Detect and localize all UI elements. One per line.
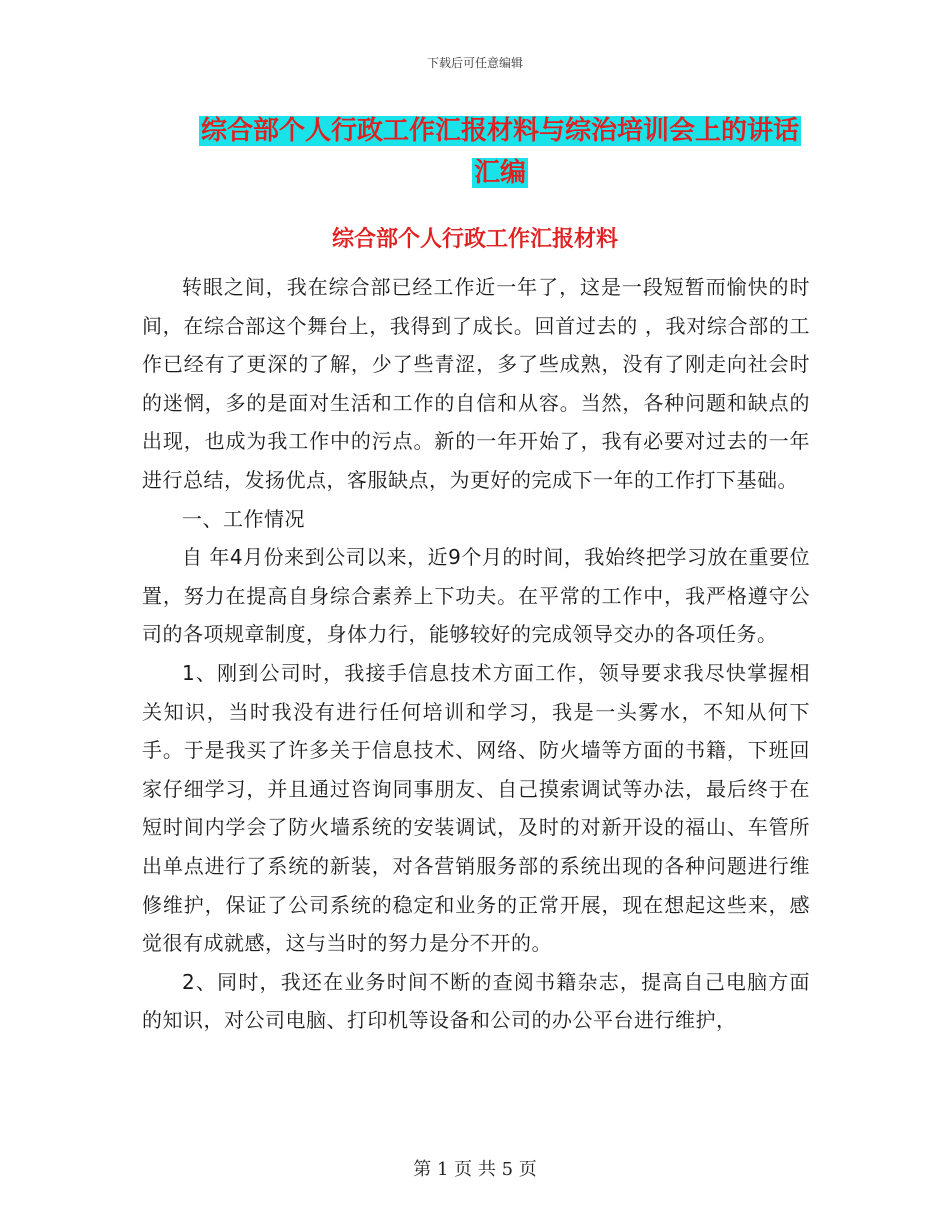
body-text	[142, 268, 810, 1040]
section-title: 综合部个人行政工作汇报材料	[331, 227, 618, 252]
paragraph: 转眼之间，我在综合部已经工作近一年了，这是一段短暂而愉快的时间，在综合部这个舞台上，我得到了成长。回首过去的 ，我对综合部的工作已经有了更深的了解，少了些青涩，多了些成熟，没有了刚走向社会时的迷惘，多的是面对生活和工作的自信和从容。当然，各种问题和缺点的出现，也成为我工作中的污点。新的一年开始了，我有必要对过去的一年进行总结，发扬优点，客服缺点，为更好的完成下一年的工作打下基础。	[142, 275, 810, 492]
paragraph-heading: 一、工作情况	[182, 506, 305, 531]
title-line-2: 汇编	[473, 158, 526, 188]
paragraph: 2、同时，我还在业务时间不断的查阅书籍杂志，提高自己电脑方面的知识，对公司电脑、打印机等设备和公司的办公平台进行维护，	[142, 969, 810, 1033]
document-title	[150, 110, 850, 194]
title-line-1: 综合部个人行政工作汇报材料与综治培训会上的讲话	[200, 116, 799, 146]
page-footer: 第 1 页 共 5 页	[413, 1159, 537, 1180]
paragraph: 自 年4月份来到公司以来，近9个月的时间，我始终把学习放在重要位置，努力在提高自身综合素养上下功夫。在平常的工作中，我严格遵守公司的各项规章制度，身体力行，能够较好的完成领导交办的各项任务。	[142, 545, 810, 647]
paragraph: 1、刚到公司时，我接手信息技术方面工作，领导要求我尽快掌握相关知识，当时我没有进行任何培训和学习，我是一头雾水，不知从何下手。于是我买了许多关于信息技术、网络、防火墙等方面的书籍，下班回家仔细学习，并且通过咨询同事朋友、自己摸索调试等办法，最后终于在短时间内学会了防火墙系统的安装调试，及时的对新开设的福山、车管所出单点进行了系统的新装，对各营销服务部的系统出现的各种问题进行维修维护，保证了公司系统的稳定和业务的正常开展，现在想起这些来，感觉很有成就感，这与当时的努力是分不开的。	[142, 660, 810, 956]
header-note: 下载后可任意编辑	[426, 56, 523, 70]
